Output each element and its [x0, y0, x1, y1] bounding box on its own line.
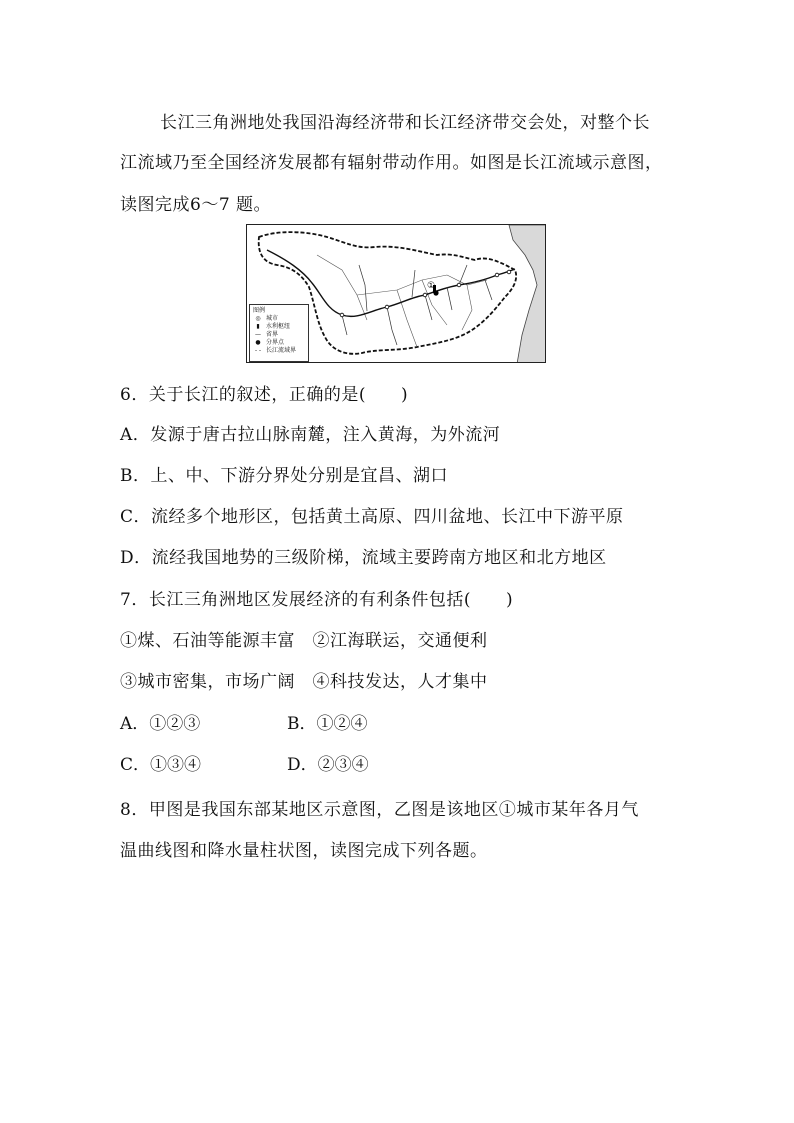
dam-icon: ▮: [256, 323, 260, 330]
intro-line-1: 长江三角洲地处我国沿海经济带和长江经济带交会处，对整个长: [160, 113, 650, 133]
legend-title: 图例: [253, 307, 266, 314]
intro-line-2: 江流域乃至全国经济发展都有辐射带动作用。如图是长江流域示意图，: [120, 153, 663, 173]
legend-province: 省界: [266, 331, 279, 338]
legend-boundary-point: 分界点: [266, 339, 285, 346]
legend-dam: 水利枢纽: [266, 323, 291, 330]
q7-condition-line-1: ①煤、石油等能源丰富 ②江海联运，交通便利: [120, 631, 488, 651]
q8-line-1: 8．甲图是我国东部某地区示意图，乙图是该地区①城市某年各月气: [120, 800, 639, 820]
q6-option-b: B．上、中、下游分界处分别是宜昌、湖口: [120, 466, 448, 486]
q7-option-b: B．①②④: [287, 714, 368, 734]
province-lines: [317, 255, 487, 347]
dashed-line-icon: - -: [255, 347, 261, 354]
yangtze-basin-map: [246, 224, 546, 363]
sea-area: [509, 225, 546, 363]
q6-option-a: A．发源于唐古拉山脉南麓，注入黄海，为外流河: [120, 425, 501, 445]
point-icon: ●: [255, 339, 261, 346]
q7-stem: 7．长江三角洲地区发展经济的有利条件包括( ): [120, 590, 514, 610]
q7-condition-line-2: ③城市密集，市场广阔 ④科技发达，人才集中: [120, 672, 488, 692]
intro-line-3: 读图完成6～7 题。: [120, 195, 272, 215]
q7-option-a: A．①②③: [120, 714, 201, 734]
province-line-icon: —: [255, 331, 261, 338]
q6-option-c: C．流经多个地形区，包括黄土高原、四川盆地、长江中下游平原: [120, 507, 624, 527]
q8-line-2: 温曲线图和降水量柱状图，读图完成下列各题。: [120, 841, 488, 861]
marker-label: ①: [427, 281, 436, 291]
q6-stem: 6．关于长江的叙述，正确的是( ): [120, 385, 409, 405]
q6-option-d: D．流经我国地势的三级阶梯，流域主要跨南方地区和北方地区: [120, 548, 607, 568]
q7-option-c: C．①③④: [120, 755, 202, 775]
city-icon: ◎: [255, 315, 261, 322]
legend-city: 城市: [266, 315, 279, 322]
legend-basin: 长江流域界: [266, 347, 297, 354]
q7-option-d: D．②③④: [287, 755, 369, 775]
map-legend: [249, 304, 309, 362]
tributaries: [342, 265, 492, 345]
